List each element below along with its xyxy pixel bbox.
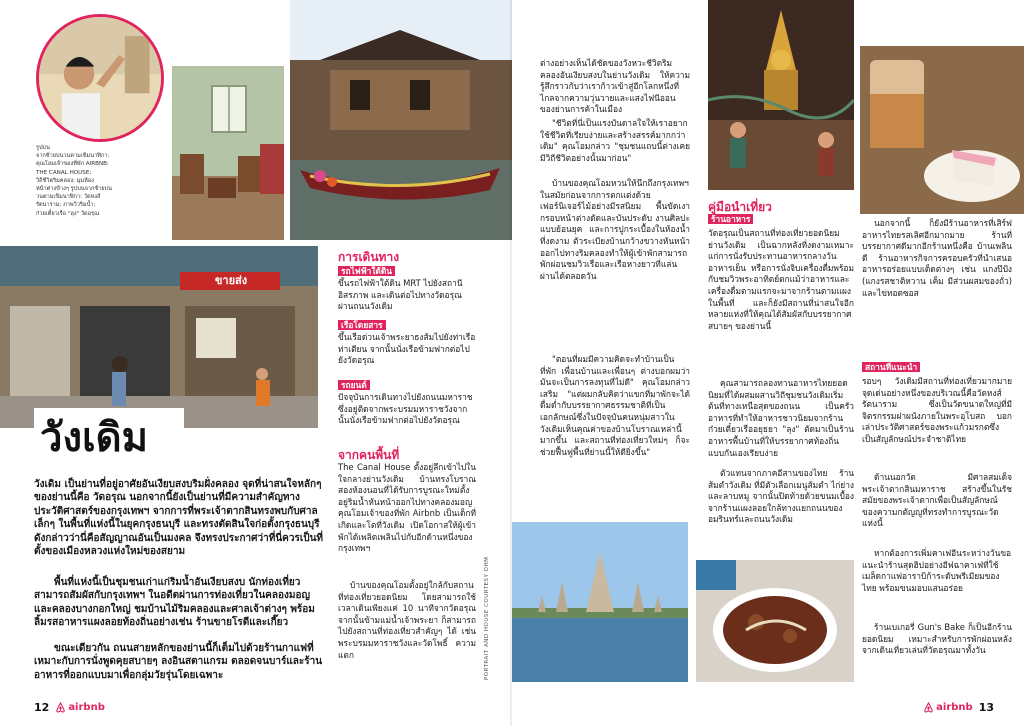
brand-name: airbnb bbox=[936, 702, 973, 713]
temple-mural-photo bbox=[708, 0, 854, 190]
getting-there-heading: การเดินทาง bbox=[338, 250, 400, 264]
airbnb-logo-icon bbox=[55, 702, 66, 713]
locals-text: The Canal House ตั้งอยู่ลึกเข้าไปในใจกลางย่านวังเดิม บ้านทรงโบราณสองห้องนอนที่ได้รับการบูรณะใหม่ตั้งอยู่ริมน้ำหันหน้าออกไปทางคลองมอญ คุณโอมเจ้าของที่พัก Airbnb เป็นเด็กที่เกิดและโตที่วังเดิม เปิดโอกาสให้ผู้เข้าพักได้เพลิดเพลินไปกับอีกด้านหนึ่งของกรุงเทพฯ bbox=[338, 462, 476, 554]
restaurants-paragraph: นอกจากนี้ ก็ยังมีร้านอาหารที่เสิร์ฟอาหารไทยรสเลิศอีกมากมาย ร้านที่บรรยากาศดีมากอีกร้านหนึ่งคือ บ้านเพลินดี ร้านอาหารกิจการครอบครัวที่นำเสนออาหารอร่อยแบบเด็ดต่างๆ เช่น แกงป๊ป้ง (แกงรสชาติหวาน เค็ม มีส่วนผสมของถั่ว) และไข่ทอดซอส bbox=[862, 218, 1012, 298]
shop-front-photo bbox=[0, 246, 318, 428]
story-paragraph-2: บ้านของคุณโอมหวนให้นึกถึงกรุงเทพฯ ในสมัยก่อนจากการตกแต่งด้วยเฟอร์นิเจอร์ไม้อย่างมีรสนิยม พื้นขัดเงา กรอบหน้าต่างดัดและบันประดับ งานศิลปะแบบย้อนยุค และการปูกระเบื้องในห้องน้ำที่งดงาม ตัวระเบียงบ้านกว้างขวางหันหน้าออกไปทางริมคลองทำให้ผู้เข้าพักสามารถพักผ่อนชมวิวเรือและเรือหางยาวที่แล่นผ่านได้ตลอดวัน bbox=[540, 178, 690, 281]
attractions-text: รอบๆ วังเดิมมีสถานที่ท่องเที่ยวมากมาย จุดเด่นอย่างหนึ่งของบริเวณนี้คือวัดหงส์รัตนาราม ซึ่งเป็นวัดขนาดใหญ่ที่มีจิตรกรรมฝาผนังภายในพระอุโบสถ บอกเล่าประวัติศาสตร์ของพระแก้วมรกตซึ่งเป็นสัญลักษณ์ประจำชาติไทย bbox=[862, 376, 1012, 444]
left-footer bbox=[34, 701, 105, 714]
living-room-photo bbox=[172, 66, 284, 240]
brand-logo bbox=[55, 702, 105, 713]
brand-name: airbnb bbox=[68, 702, 105, 713]
story-paragraph-1: ต่างอย่างเห็นได้ชัดของวังหวะชีวิตริมคลองอันเงียบสงบในย่านวังเดิม ให้ความรู้สึกราวกับว่าเราก้าวเข้าสู่อีกโลกหนึ่งที่ไกลจากความวุ่นวายและแสงไฟนีออนของย่านการค้าในเมือง bbox=[540, 58, 690, 115]
page-title: วังเดิม bbox=[34, 408, 184, 466]
locals-text-2: บ้านของคุณโอมตั้งอยู่ใกล้กับสถานที่ท่องเที่ยวยอดนิยม โดยสามารถใช้เวลาเดินเพียงแค่ 10 นาทีจากวัดอรุณ จากนั้นข้ามแม่น้ำเจ้าพระยา ก็สามารถไปยังสถานที่ท่องเที่ยวสำคัญๆ ได้ เช่น พระบรมมหาราชวังและวัดโพธิ์ ความแตก bbox=[338, 580, 476, 660]
intro-paragraph-2: พื้นที่แห่งนี้เป็นชุมชนเก่าแก่ริมน้ำอันเงียบสงบ นักท่องเที่ยวสามารถสัมผัสกับกรุงเทพฯ ในอดีตผ่านการท่องเที่ยวในคลองมอญ และคลองบางกอกใหญ่ ชมบ้านไม้ริมคลองและศาลเจ้าต่างๆ พร้อมลิ้มรสอาหารแผงลอยท้องถิ่นอย่างเช่น ร้านขายโรตีและเกี๊ยว bbox=[34, 577, 315, 629]
longtail-boat-photo bbox=[290, 0, 512, 240]
bakery-text: ร้านเบเกอรี่ Gun's Bake ก็เป็นอีกร้านยอดนิยม เหมาะสำหรับการพักผ่อนหลังจากเดินเที่ยวเล่นที่วัดอรุณมาทั้งวัน bbox=[862, 622, 1012, 656]
intro-paragraph-1: วังเดิม เป็นย่านที่อยู่อาศัยอันเงียบสงบริมฝั่งคลอง จุดที่น่าสนใจหลักๆ ของย่านนี้คือ วัดอรุณ นอกจากนี้ยังเป็นย่านที่มีความสำคัญทางประวัติศาสตร์ของกรุงเทพฯ จากการที่พระเจ้าตากสินทรงพบกับศาลเล็กๆ ในพื้นที่แห่งนี้ในยุคกรุงธนบุรี และทรงตัดสินใจก่อตั้งกรุงธนบุรีดังกล่าวว่านี่คือสัญญาณอันเป็นมงคล จึงทรงประกาศว่าที่นี่ควรเป็นที่ตั้งของเมืองหลวงแห่งใหม่ของสยาม bbox=[34, 479, 324, 558]
page-number: 13 bbox=[978, 701, 994, 714]
story-quote-1: "ชีวิตที่นี่เป็นแรงบันดาลใจให้เราอยากใช้ชีวิตที่เรียบง่ายและสร้างสรรค์มากกว่าเดิม" คุณโอมกล่าว "ชุมชนแถบนี้ต่างเคยมีวิถีชีวิตอย่างนั้นมาก่อน" bbox=[540, 118, 690, 163]
cafe-text: หากต้องการเพิ่มคาเฟอีนระหว่างวันขอแนะนำร้านสุดฮิปอย่างอีฟฉาคาเฟ่ที่ใช้เมล็ดกาแฟอาราบิก้าระดับพรีเมียมของไทย พร้อมขนมอบแสนอร่อย bbox=[862, 548, 1012, 593]
brand-logo bbox=[923, 702, 973, 713]
boat-heading: เรือโดยสาร bbox=[338, 320, 386, 330]
food-heading: ร้านอาหาร bbox=[708, 214, 753, 224]
portrait-photo bbox=[36, 14, 164, 142]
locals-heading: จากคนพื้นที่ bbox=[338, 448, 400, 462]
page-number: 12 bbox=[34, 701, 50, 714]
car-text: ปัจจุบันการเดินทางไปยังถนนมหาราชซึ่งอยู่ติดจากพระบรมมหาราชวังจากนั้นนั่งเรือข้ามฟากต่อไปยังวัดอรุณ bbox=[338, 392, 473, 426]
photo-caption: รูปบน จากซ้ายบนวนตามเข็มนาฬิกา: คุณโอมเจ้าของที่พัก AIRBNB: THE CANAL HOUSE; วิถีชีวิตริมคลอง; มุมห้อง หน้าต่างข้างๆ รูปบนจากซ้ายบน วนตามเข็มนาฬิกา: วัดหงส์ รัตนาราม; ภาพวิวริมน้ำ; ก๋วยเตี๋ยวเรือ "ลุง" วัดอรุณ bbox=[36, 145, 112, 217]
subway-text: ขึ้นรถไฟฟ้าใต้ดิน MRT ไปยังสถานีอิสรภาพ และเดินต่อไปทางวัดอรุณผ่านถนนวังเดิม bbox=[338, 278, 463, 312]
boat-text: ขึ้นเรือด่วนเจ้าพระยาธงส้มไปยังท่าเรือท่าเตียน จากนั้นนั่งเรือข้ามฟากต่อไปยังวัดอรุณ bbox=[338, 332, 476, 366]
boat-noodle-photo bbox=[696, 560, 854, 682]
coffee-cake-photo bbox=[860, 46, 1024, 214]
food-text-2: คุณสามารถลองทานอาหารไทยยอดนิยมที่ได้ผสมผสานวิถีชุมชนวังเดิมเริ่มต้นที่ทางเหนือสุดของถนน เป็นครัวอาหารที่ทำให้อาหารชาวนิยมจากร้าน ก๋วยเตี๋ยวเรืออยุธยา "ลุง" ตัดมาเป็นร้านอาหารพื้นบ้านที่ให้บรรยากาศท้องถิ่นแบบกันเองเรียบง่าย bbox=[708, 378, 854, 458]
car-heading: รถยนต์ bbox=[338, 380, 370, 390]
right-footer bbox=[923, 701, 994, 714]
guide-heading: คู่มือนำเที่ยว bbox=[708, 200, 772, 214]
right-page bbox=[512, 0, 1024, 726]
shop-sign: ขายส่ง bbox=[214, 274, 248, 287]
airbnb-logo-icon bbox=[923, 702, 934, 713]
subway-heading: รถไฟฟ้าใต้ดิน bbox=[338, 266, 395, 276]
attractions-text-2: ด้านนอกวัด มีศาลสมเด็จพระเจ้าตากสินมหาราช สร้างขึ้นในรัชสมัยของพระเจ้าตากเพื่อเป็นสัญลักษณ์ของความกตัญญูที่ทรงทำการบูรณะวัดแห่งนี้ bbox=[862, 472, 1012, 529]
wat-arun-photo bbox=[512, 522, 688, 682]
intro-paragraph-3: ขณะเดียวกัน ถนนสายหลักของย่านนี้ก็เต็มไปด้วยร้านกาแฟที่เหมาะกับการนั่งพูดคุยสบายๆ ลงอินสตาแกรม ตลอดจนบาร์และร้านอาหารที่ออกแบบมาเพื่อกลุ่มวัยรุ่นโดยเฉพาะ bbox=[34, 643, 323, 681]
attractions-heading: สถานที่แนะนำ bbox=[862, 362, 920, 372]
food-text: วัดอรุณเป็นสถานที่ท่องเที่ยวยอดนิยมย่านวังเดิม เป็นฉากหลังที่งดงามเหมาะแก่การนั่งรับประทานอาหารกลางวัน อาหารเย็น หรือการนั่งจิบเครื่องดื่มพร้อมกับชมวิวพระอาทิตย์ตกแม้ว่าอาหารและเครื่องดื่มตามแรกจะมาจากร้านตามแผงในพื้นที่ และก็ยังมีสถานที่น่าสนใจอีกหลายแห่งที่ให้คุณได้สัมผัสกับบรรยากาศสบายๆ ของย่านนี้ bbox=[708, 228, 854, 331]
photo-credit: PORTRAIT AND HOUSE COURTESY OHM bbox=[484, 556, 490, 680]
story-quote-2: "ตอนที่ผมมีความคิดจะทำบ้านเป็นที่พัก เพื่อนบ้านและเพื่อนๆ ต่างบอกผมว่ามันจะเป็นการลงทุนที่ไม่ดี" คุณโอมกล่าวเสริม "แต่ผมกลับคิดว่าแขกที่มาพักจะได้ดื่มด่ำกับบรรยากาศธรรมชาติที่เป็นเอกลักษณ์ซึ่งในปัจจุบันคนหนุ่มสาวในวังเดิมเห็นคุณค่าของบ้านโบราณเหล่านี้มากขึ้น และสถานที่ท่องเที่ยวใหม่ๆ ก็จะช่วยฟื้นฟูพื้นที่ย่านนี้ให้ดียิ่งขึ้น" bbox=[540, 354, 690, 457]
food-text-3: ตัวแทนจากภาคอีสานของไทย ร้านส้มตำวังเดิม ที่มีตัวเลือกเมนูส้มตำ ไก่ย่าง และลาบหมู จากนั้นปิดท้ายด้วยขนมเบื้องจากร้านแผงลอยใกล้ทางแยกถนนของอมรินทร์และถนนวังเดิม bbox=[708, 468, 854, 525]
